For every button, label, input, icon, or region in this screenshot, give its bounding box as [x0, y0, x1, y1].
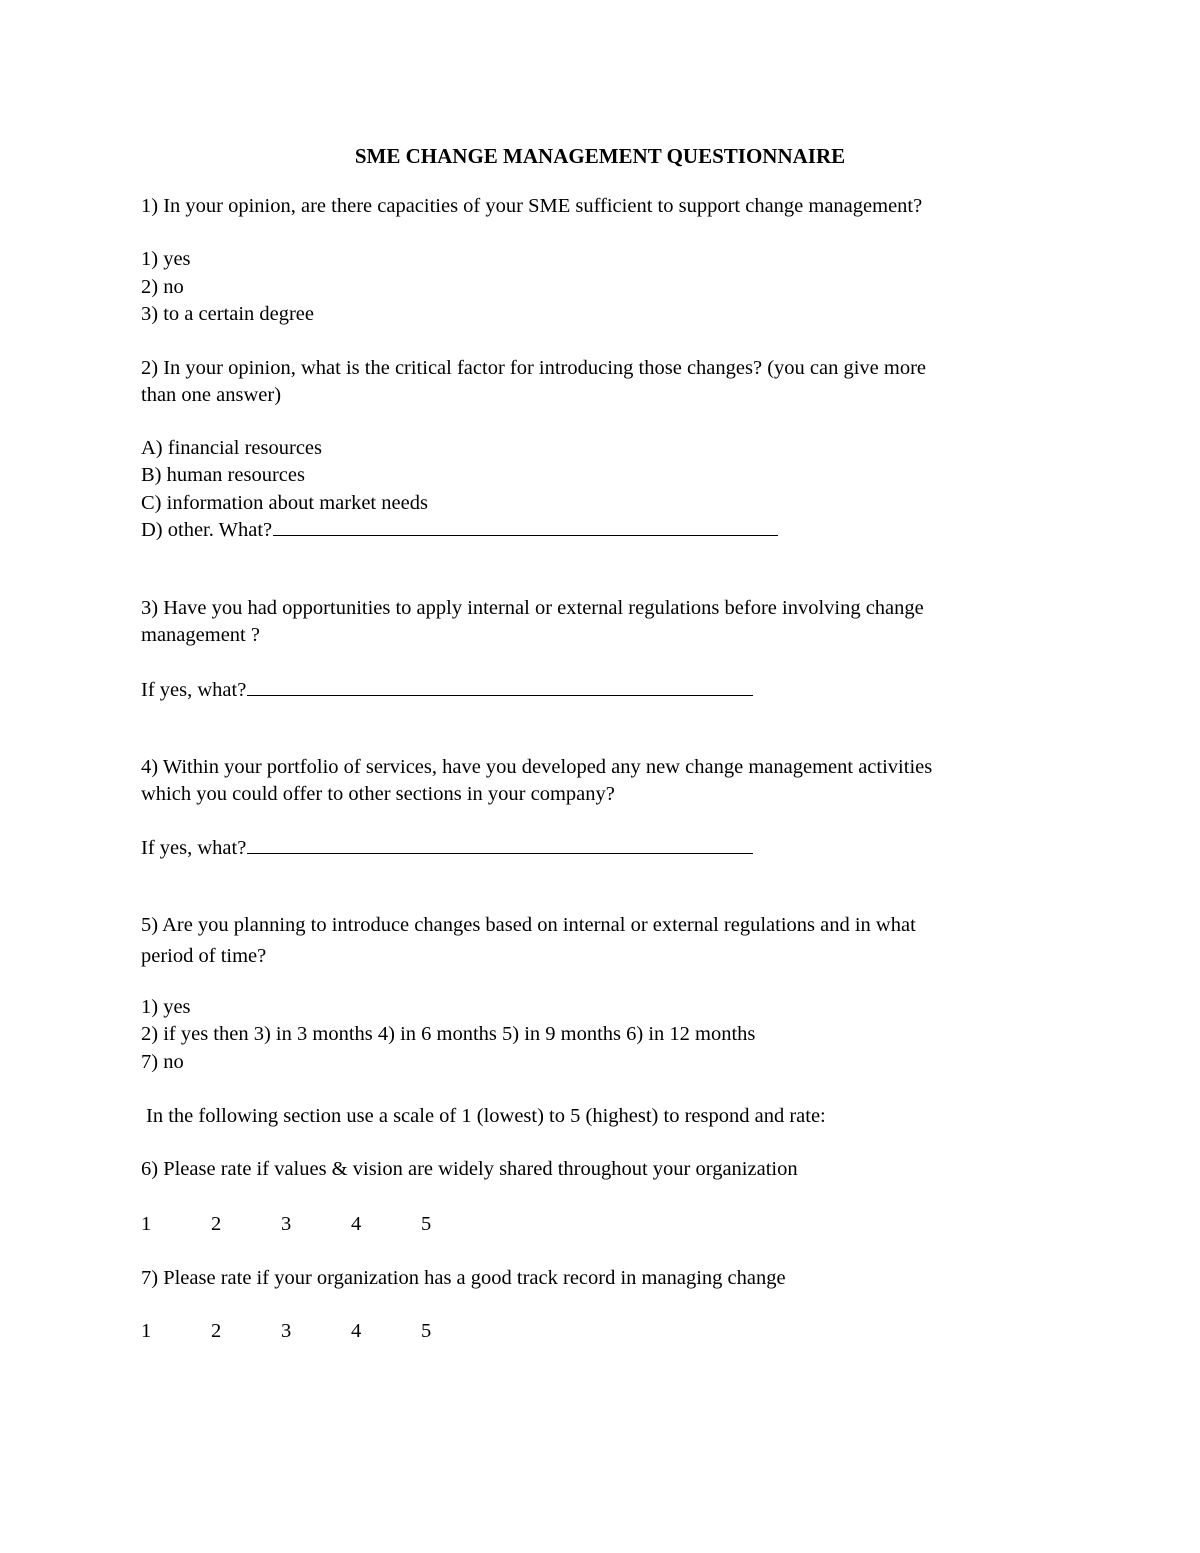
q5-option-1: 1) yes: [141, 996, 191, 1018]
question-7: 7) Please rate if your organization has a good track record in managing change: [141, 1267, 786, 1289]
question-3-line-2: management ?: [141, 624, 260, 646]
q2-other-blank-line[interactable]: [273, 534, 778, 536]
q4-followup: [141, 835, 753, 862]
q6-rating-1[interactable]: 1: [141, 1213, 152, 1235]
q4-followup-label: If yes, what?: [141, 837, 247, 859]
q2-option-other: [141, 517, 778, 544]
question-6: 6) Please rate if values & vision are widely shared throughout your organization: [141, 1158, 798, 1180]
question-2-line-1: 2) In your opinion, what is the critical factor for introducing those changes? (you can give more: [141, 357, 927, 379]
q7-rating-5[interactable]: 5: [421, 1320, 432, 1342]
q3-followup-label: If yes, what?: [141, 679, 247, 701]
q5-option-2: 2) if yes then 3) in 3 months 4) in 6 months 5) in 9 months 6) in 12 months: [141, 1023, 756, 1045]
q2-option-a: A) financial resources: [141, 437, 322, 459]
q7-rating-1[interactable]: 1: [141, 1320, 152, 1342]
question-2-line-2: than one answer): [141, 384, 282, 406]
q7-rating-4[interactable]: 4: [351, 1320, 362, 1342]
question-3-line-1: 3) Have you had opportunities to apply internal or external regulations before involving change: [141, 597, 924, 619]
q6-rating-2[interactable]: 2: [211, 1213, 222, 1235]
scale-instructions: In the following section use a scale of 1 (lowest) to 5 (highest) to respond and rate:: [146, 1105, 826, 1127]
q2-option-b: B) human resources: [141, 464, 305, 486]
q3-followup-blank-line[interactable]: [247, 694, 753, 696]
q6-rating-3[interactable]: 3: [281, 1213, 292, 1235]
q1-option-2: 2) no: [141, 276, 184, 298]
q7-rating-scale: [141, 1318, 491, 1345]
question-5-line-1: 5) Are you planning to introduce changes based on internal or external regulations and in what: [141, 914, 916, 936]
q1-option-1: 1) yes: [141, 248, 191, 270]
q3-followup: [141, 677, 753, 704]
q2-other-label: D) other. What?: [141, 519, 273, 541]
document-title: SME CHANGE MANAGEMENT QUESTIONNAIRE: [354, 144, 846, 168]
q7-rating-3[interactable]: 3: [281, 1320, 292, 1342]
q7-rating-2[interactable]: 2: [211, 1320, 222, 1342]
q6-rating-scale: [141, 1211, 491, 1238]
q4-followup-blank-line[interactable]: [247, 852, 753, 854]
q2-option-c: C) information about market needs: [141, 492, 428, 514]
question-1: 1) In your opinion, are there capacities of your SME sufficient to support change management?: [141, 195, 923, 217]
question-5-line-2: period of time?: [141, 945, 267, 967]
q6-rating-5[interactable]: 5: [421, 1213, 432, 1235]
q5-option-3: 7) no: [141, 1051, 184, 1073]
question-4-line-2: which you could offer to other sections in your company?: [141, 783, 615, 805]
question-4-line-1: 4) Within your portfolio of services, have you developed any new change management activities: [141, 756, 933, 778]
q1-option-3: 3) to a certain degree: [141, 303, 315, 325]
q6-rating-4[interactable]: 4: [351, 1213, 362, 1235]
